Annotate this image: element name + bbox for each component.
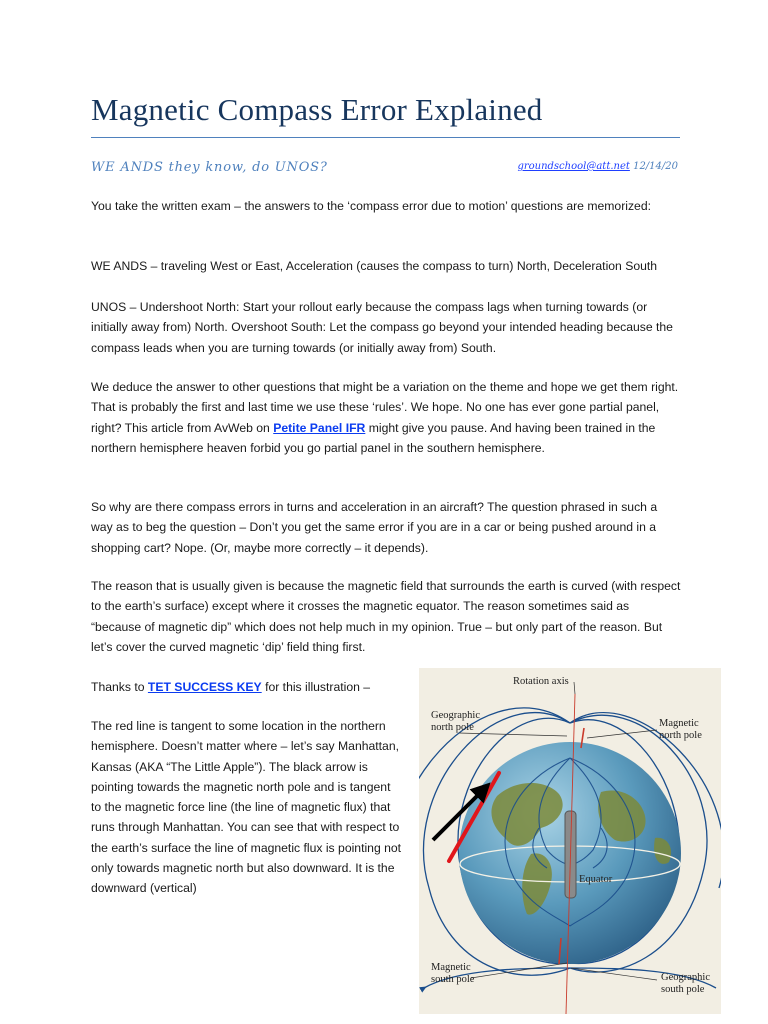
paragraph-4-text-a: We deduce the answer to other questions that might be a variation on the theme and hope we get them right. That is probably the first and last time we use these ‘rules’. We hope. No one has ever gone partial panel, right? This article from AvWeb on (91, 380, 679, 435)
paragraph-5: So why are there compass errors in turns and acceleration in an aircraft? The question phrased in such a way as to beg the question – Don’t you get the same error if you are in a car or being pushed around in a shopping cart? Nope. (Or, maybe more correctly – it depends). (91, 500, 658, 555)
earth-magnetic-field-illustration (419, 668, 721, 1014)
paragraph-7-text-a: Thanks to (91, 680, 148, 694)
document-subtitle: WE ANDS they know, do UNOS? (91, 160, 328, 175)
paragraph-6: The reason that is usually given is because the magnetic field that surrounds the earth is curved (with respect to the earth’s surface) except where it crosses the magnetic equator. The reason sometimes said as “because of magnetic dip” which does not help much in my opinion. True – but only part of the reason. But let’s cover the curved magnetic ‘dip’ field thing first. (91, 579, 681, 654)
title-divider (91, 137, 680, 138)
label-magnetic-north-1: Magnetic (659, 718, 699, 729)
paragraph-1: You take the written exam – the answers to the ‘compass error due to motion’ questions are memorized: (91, 199, 652, 213)
paragraph-3: UNOS – Undershoot North: Start your rollout early because the compass lags when turning towards (or initially away from) North. Overshoot South: Let the compass go beyond your intended heading because the compass leads when you are turning towards (or initially away from) South. (91, 300, 673, 355)
paragraph-4-text-b: might give you pause. And having been trained in the northern hemisphere heaven forbid you go partial panel in the southern hemisphere. (91, 420, 656, 455)
label-geographic-south-2: south pole (661, 984, 705, 995)
paragraph-7 (91, 677, 403, 697)
document-title: Magnetic Compass Error Explained (91, 92, 543, 127)
paragraph-8: The red line is tangent to some location in the northern hemisphere. Doesn’t matter where – let’s say Manhattan, Kansas (AKA “The Little Apple”). The black arrow is pointing towards the magnetic north pole and is tangent to the magnetic force line (the line of magnetic flux) that runs through Manhattan. You can see that with respect to the earth’s surface the line of magnetic flux is pointing not only towards magnetic north but also downward. It is the downward (vertical) (91, 719, 402, 896)
label-geographic-north-1: Geographic (431, 710, 480, 721)
label-geographic-north-2: north pole (431, 722, 474, 733)
magnetic-field-svg (419, 668, 721, 1014)
paragraph-2: WE ANDS – traveling West or East, Acceleration (causes the compass to turn) North, Deceleration South (91, 259, 658, 273)
label-rotation-axis: Rotation axis (513, 676, 569, 687)
label-magnetic-south-2: south pole (431, 974, 475, 985)
label-equator: Equator (579, 874, 613, 885)
petite-panel-ifr-link[interactable]: Petite Panel IFR (273, 420, 366, 435)
paragraph-4 (91, 377, 681, 458)
label-magnetic-north-2: north pole (659, 730, 702, 741)
tet-success-key-link[interactable]: TET SUCCESS KEY (147, 680, 262, 694)
contact-date: 12/14/20 (633, 161, 678, 172)
label-geographic-south-1: Geographic (661, 972, 710, 983)
paragraph-7-text-b: for this illustration – (261, 680, 371, 694)
contact-email-link[interactable]: groundschool@att.net (517, 161, 630, 172)
contact-line (517, 161, 678, 172)
label-magnetic-south-1: Magnetic (431, 962, 471, 973)
